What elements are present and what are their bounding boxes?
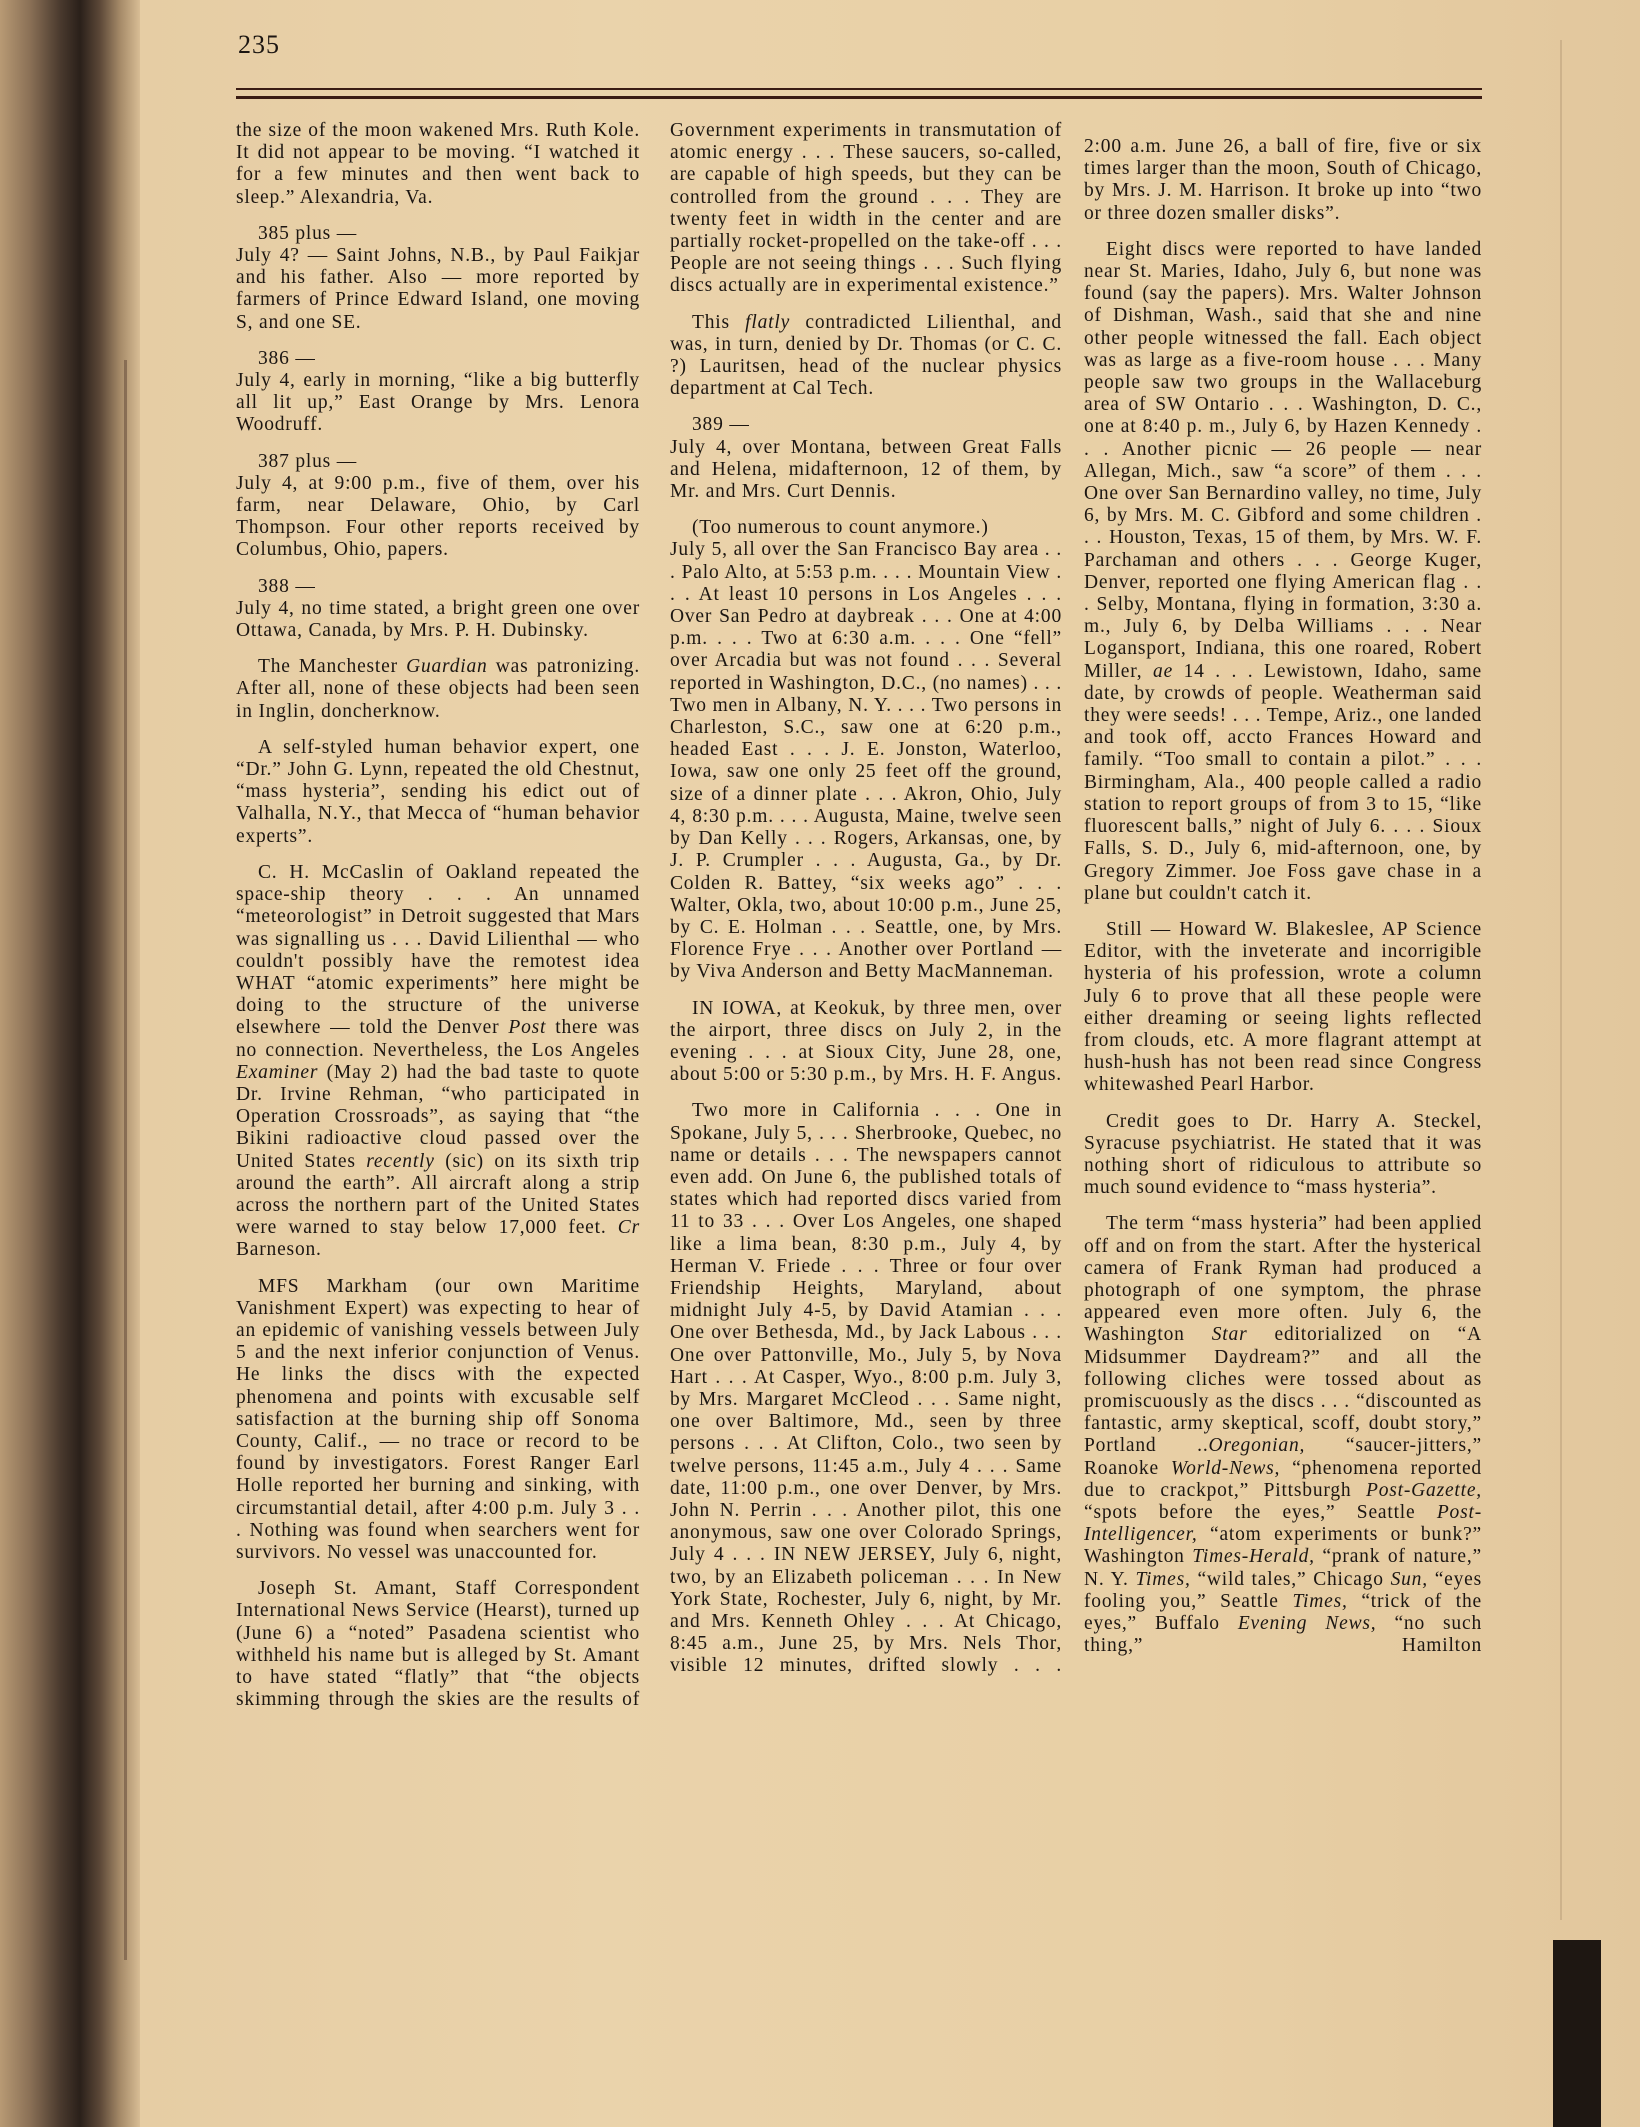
paragraph xyxy=(670,539,1062,983)
italic-title: World-News, xyxy=(1170,1457,1281,1479)
paragraph xyxy=(236,656,640,723)
text-column-2 xyxy=(670,120,1062,1692)
scan-dark-edge xyxy=(1553,1940,1601,2127)
italic-title: Sun, xyxy=(1390,1568,1428,1590)
text-run: 14 . . . Lewistown, Idaho, same date, by crowds of people. Weatherman said they were seeds! . . . Tempe, Ariz., one landed and took off, accto Frances Howard and family. “Too small to contain a pilot.” . . . Birmingham, Ala., 400 people called a radio station to report groups of from 3 to 15, “like fluorescent balls,” night of July 6. . . . Sioux Falls, S. D., July 6, mid-afternoon, one, by Gregory Zimmer. Joe Foss gave chase in a plane but couldn't catch it. xyxy=(1084,660,1482,904)
text-run: IN IOWA, at Keokuk, by three men, over the airport, three discs on July 2, in the evening . . . at Sioux City, June 28, one, about 5:00 or 5:30 p.m., by Mrs. H. F. Angus. xyxy=(670,997,1062,1086)
paragraph xyxy=(236,737,640,848)
italic-title: Examiner xyxy=(236,1061,319,1083)
italic-title: Cr xyxy=(617,1217,640,1239)
book-binding-shadow xyxy=(0,0,140,2127)
text-run: 2:00 a.m. June 26, a ball of fire, five or six times larger than the moon, South of Chicago, by Mrs. J. M. Harrison. It broke up into “two or three dozen smaller disks”. xyxy=(1084,136,1482,224)
text-run: Still — Howard W. Blakeslee, AP Science Editor, with the inveterate and incorrigible hysteria of his profession, wrote a column July 6 to prove that all these people were either dreaming or seeing lights reflected from clouds, etc. A more flagrant attempt at hush-hush has not been read since Congress whitewashed Pearl Harbor. xyxy=(1084,918,1482,1096)
text-run: contradicted Lilienthal, and was, in turn, denied by Dr. Thomas (or C. C. ?) Lauritsen, head of the nuclear physics department at Cal Tech. xyxy=(670,311,1062,400)
text-run: The Manchester xyxy=(258,656,407,678)
text-run: “spots before the eyes,” Seattle xyxy=(1084,1501,1437,1523)
text-run: C. H. McCaslin of Oakland repeated the space-ship theory . . . An unnamed “meteorologist” in Detroit suggested that Mars was signalling us . . . David Lilienthal — who couldn't possibly have the remotest idea WHAT “atomic experiments” here might be doing to the structure of the universe elsewhere — told the Denver xyxy=(236,861,640,1039)
entry-number xyxy=(236,451,640,473)
italic-title: recently xyxy=(366,1150,435,1172)
italic-title: flatly xyxy=(745,311,791,333)
text-run: “trick of the eyes,” Buffalo xyxy=(1084,1590,1482,1634)
paragraph xyxy=(1084,919,1482,1097)
paragraph xyxy=(670,120,1062,298)
text-run: 388 — xyxy=(258,575,316,597)
paragraph xyxy=(1084,1111,1482,1200)
paragraph xyxy=(236,245,640,334)
text-run: 386 — xyxy=(258,347,316,369)
italic-title: Guardian xyxy=(406,656,488,678)
paragraph xyxy=(236,1578,640,1711)
entry-number xyxy=(670,414,1062,436)
paragraph xyxy=(1084,239,1482,905)
entry-number xyxy=(236,223,640,245)
text-run: (sic) on its sixth trip around the earth”. All aircraft along a strip across the northern part of the United States were warned to stay below 17,000 feet. xyxy=(236,1150,640,1239)
italic-title: Oregonian, xyxy=(1208,1435,1306,1457)
italic-title: ae xyxy=(1153,660,1174,682)
entry-number xyxy=(670,517,1062,539)
text-run: there was no connection. Nevertheless, the Los Angeles xyxy=(236,1017,640,1061)
text-run: Two more in California . . . One in Spokane, July 5, . . . Sherbrooke, Quebec, no name or details . . . The newspapers cannot even add. On June 6, the published totals of states which had reported discs varied from 11 to 33 . . . Over Los Angeles, one shaped like a lima bean, 8:30 p.m., July 4, by Herman V. Friede . . . Three or four over Friendship Heights, Maryland, about midnight July 4-5, by David Atamian . . . One over Bethesda, Md., by Jack Labous . . . One over Pattonville, Mo., July 5, by Nova Hart . . . At Casper, Wyo., 8:00 p.m. July 3, by Mrs. Margaret McCleod . . . Same night, one over Baltimore, Md., seen by three persons . . . At Clifton, Colo., two seen by twelve persons, 11:45 a.m., July 4 . . . Same date, 11:00 p.m., one over Denver, by Mrs. John N. Perrin . . . Another pilot, this one anonymous, saw one over Colorado Springs, July 4 . . . IN NEW JERSEY, July 6, night, two, by an Elizabeth policeman . . . In New York State, Rochester, July 6, night, by Mr. and Mrs. Kenneth Ohley . . . At Chicago, 8:45 a.m., June 25, by Mrs. Nels Thor, visible 12 minutes, drifted slowly . . . xyxy=(670,1100,1062,1677)
page-edge xyxy=(1560,40,1562,1920)
text-column-3 xyxy=(1084,136,1482,1671)
paragraph xyxy=(1084,1213,1482,1657)
italic-title: Post-Intelligencer, xyxy=(1084,1501,1482,1546)
italic-title: Times-Herald, xyxy=(1192,1546,1315,1568)
entry-number xyxy=(236,348,640,370)
italic-title: Evening News, xyxy=(1237,1613,1377,1634)
italic-title: Post-Gazette, xyxy=(1365,1479,1482,1501)
text-run: July 4, at 9:00 p.m., five of them, over his farm, near Delaware, Ohio, by Carl Thompson. Four other reports received by Columbus, Ohio, papers. xyxy=(236,472,640,561)
text-run: 389 — xyxy=(692,414,750,436)
page-number: 235 xyxy=(238,30,280,59)
paragraph xyxy=(1084,136,1482,225)
paragraph xyxy=(236,473,640,562)
text-run: Eight discs were reported to have landed near St. Maries, Idaho, July 6, but none was found (say the papers). Mrs. Walter Johnson of Dishman, Wash., said that she and nine other people witnessed the fall. Each object was as large as a five-room house . . . Many people saw two groups in the Wallaceburg area of SW Ontario . . . Washington, D. C., one at 8:40 p. m., July 6, by Hazen Kennedy . . . Another picnic — 26 people — near Allegan, Mich., saw “a score” of them . . . One over San Bernardino valley, no time, July 6, by Mrs. M. C. Gibford and some children . . . Houston, Texas, 15 of them, by Mrs. W. F. Parchaman and others . . . George Kuger, Denver, reported one flying American flag . . . Selby, Montana, flying in formation, 3:30 a. m., July 6, by Delba Williams . . . Near Logansport, Indiana, this one roared, Robert Miller, xyxy=(1084,238,1482,682)
binding-crease xyxy=(124,360,127,1960)
text-run: MFS Markham (our own Maritime Vanishment Expert) was expecting to hear of an epidemic of vanishing vessels between July 5 and the next inferior conjunction of Venus. He links the discs with the expected phenomena and points with excusable self satisfaction at the burning ship off Sonoma County, Calif., — no trace or record to be found by investigators. Forest Ranger Earl Holle reported her burning and sinking, with circumstantial detail, after 4:00 p.m. July 3 . . . Nothing was found when searchers went for survivors. No vessel was unaccounted for. xyxy=(236,1275,640,1563)
header-rule xyxy=(236,88,1482,90)
paragraph xyxy=(670,312,1062,401)
text-run: July 5, all over the San Francisco Bay area . . . Palo Alto, at 5:53 p.m. . . . Mountain View . . . At least 10 persons in Los Angeles . . . Over San Pedro at daybreak . . . One at 4:00 p.m. . . . Two at 6:30 a.m. . . . One “fell” over Arcadia but was not found . . . Several reported in Washington, D.C., (no names) . . . Two men in Albany, N. Y. . . . Two persons in Charleston, S.C., saw one at 6:20 p.m., headed East . . . J. E. Jonston, Waterloo, Iowa, saw one only 25 feet off the ground, size of a dinner plate . . . Akron, Ohio, July 4, 8:30 p.m. . . . Augusta, Maine, twelve seen by Dan Kelly . . . Rogers, Arkansas, one, by J. P. Crumpler . . . Augusta, Ga., by Dr. Colden R. Battey, “six weeks ago” . . . Walter, Okla, two, about 10:00 p.m., June 25, by C. E. Holman . . . Seattle, one, by Mrs. Florence Frye . . . Another over Portland — by Viva Anderson and Betty MacManneman. xyxy=(670,539,1062,983)
text-run: July 4, over Montana, between Great Falls and Helena, midafternoon, 12 of them, by Mr. and Mrs. Curt Dennis. xyxy=(670,436,1062,503)
text-run: (May 2) had the bad taste to quote Dr. Irvine Rehman, “who participated in Operation Crossroads”, as saying that “the Bikini radioactive cloud passed over the United States xyxy=(236,1061,640,1172)
text-run: This xyxy=(692,311,746,333)
italic-title: Post xyxy=(508,1017,547,1039)
entry-number xyxy=(236,576,640,598)
paragraph xyxy=(236,598,640,642)
text-run: Credit goes to Dr. Harry A. Steckel, Syracuse psychiatrist. He stated that it was nothing short of ridiculous to attribute so much sound evidence to “mass hysteria”. xyxy=(1084,1110,1482,1199)
text-run: July 4? — Saint Johns, N.B., by Paul Faikjar and his father. Also — more reported by farmers of Prince Edward Island, one moving S, and one SE. xyxy=(236,245,640,333)
text-run: 385 plus — xyxy=(258,222,358,244)
paragraph xyxy=(670,437,1062,504)
text-run: “atom experiments or bunk?” Washington xyxy=(1084,1524,1482,1568)
paragraph xyxy=(236,120,640,209)
text-column-1 xyxy=(236,120,640,1725)
paragraph xyxy=(236,862,640,1262)
italic-title: Times, xyxy=(1135,1568,1191,1590)
italic-title: Times, xyxy=(1292,1590,1348,1612)
paragraph xyxy=(670,1100,1062,1677)
text-run: July 4, no time stated, a bright green one over Ottawa, Canada, by Mrs. P. H. Dubinsky. xyxy=(236,597,640,642)
text-run: 387 plus — xyxy=(258,450,358,472)
text-run: July 4, early in morning, “like a big butterfly all lit up,” East Orange by Mrs. Lenora Woodruff. xyxy=(236,370,640,436)
text-run: editorialized on “A Midsummer Daydream?” and all the following cliches were tossed about as promiscuously as the discs . . . “discounted as fantastic, army skeptical, scoff, doubt story,” Portland .. xyxy=(1084,1324,1482,1457)
text-run: Government experiments in transmutation of atomic energy . . . These saucers, so-called, are capable of high speeds, but they can be controlled from the ground . . . They are twenty feet in width in the center and are partially rocket-propelled on the take-off . . . People are not seeing things . . . Such flying discs actually are in experimental existence.” xyxy=(670,120,1062,297)
paragraph xyxy=(236,370,640,437)
text-run: was patronizing. After all, none of these objects had been seen in Inglin, doncherknow. xyxy=(236,656,640,722)
text-run: A self-styled human behavior expert, one “Dr.” John G. Lynn, repeated the old Chestnut, “mass hysteria”, sending his edict out of Valhalla, N.Y., that Mecca of “human behavior experts”. xyxy=(236,736,640,847)
text-run: Joseph St. Amant, Staff Correspondent International News Service (Hearst), turned up (June 6) a “noted” Pasadena scientist who withheld his name but is alleged by St. Amant to have stated “flatly” that “the objects skimming through the skies are the results of xyxy=(236,1578,640,1711)
text-run: Barneson. xyxy=(236,1239,322,1261)
text-run: “eyes fooling you,” Seattle xyxy=(1084,1568,1482,1612)
text-run: “phenomena reported due to crackpot,” Pittsburgh xyxy=(1084,1457,1482,1501)
header-rule-double xyxy=(236,96,1482,99)
text-run: “saucer-jitters,” Roanoke xyxy=(1084,1435,1482,1479)
text-run: the size of the moon wakened Mrs. Ruth Kole. It did not appear to be moving. “I watched it for a few minutes and then went back to sleep.” Alexandria, Va. xyxy=(236,120,640,208)
text-run: “wild tales,” Chicago xyxy=(1190,1568,1391,1590)
paragraph xyxy=(236,1276,640,1565)
paragraph xyxy=(670,998,1062,1087)
text-run: (Too numerous to count anymore.) xyxy=(692,517,989,539)
text-run: The term “mass hysteria” had been applied off and on from the start. After the hysterical camera of Frank Ryman had produced a photograph of one symptom, the phrase appeared even more often. July 6, the Washington xyxy=(1084,1213,1482,1346)
text-run: “prank of nature,” N. Y. xyxy=(1084,1546,1482,1590)
italic-title: Star xyxy=(1211,1324,1248,1346)
text-run: “no such thing,” Hamilton xyxy=(1084,1613,1482,1657)
